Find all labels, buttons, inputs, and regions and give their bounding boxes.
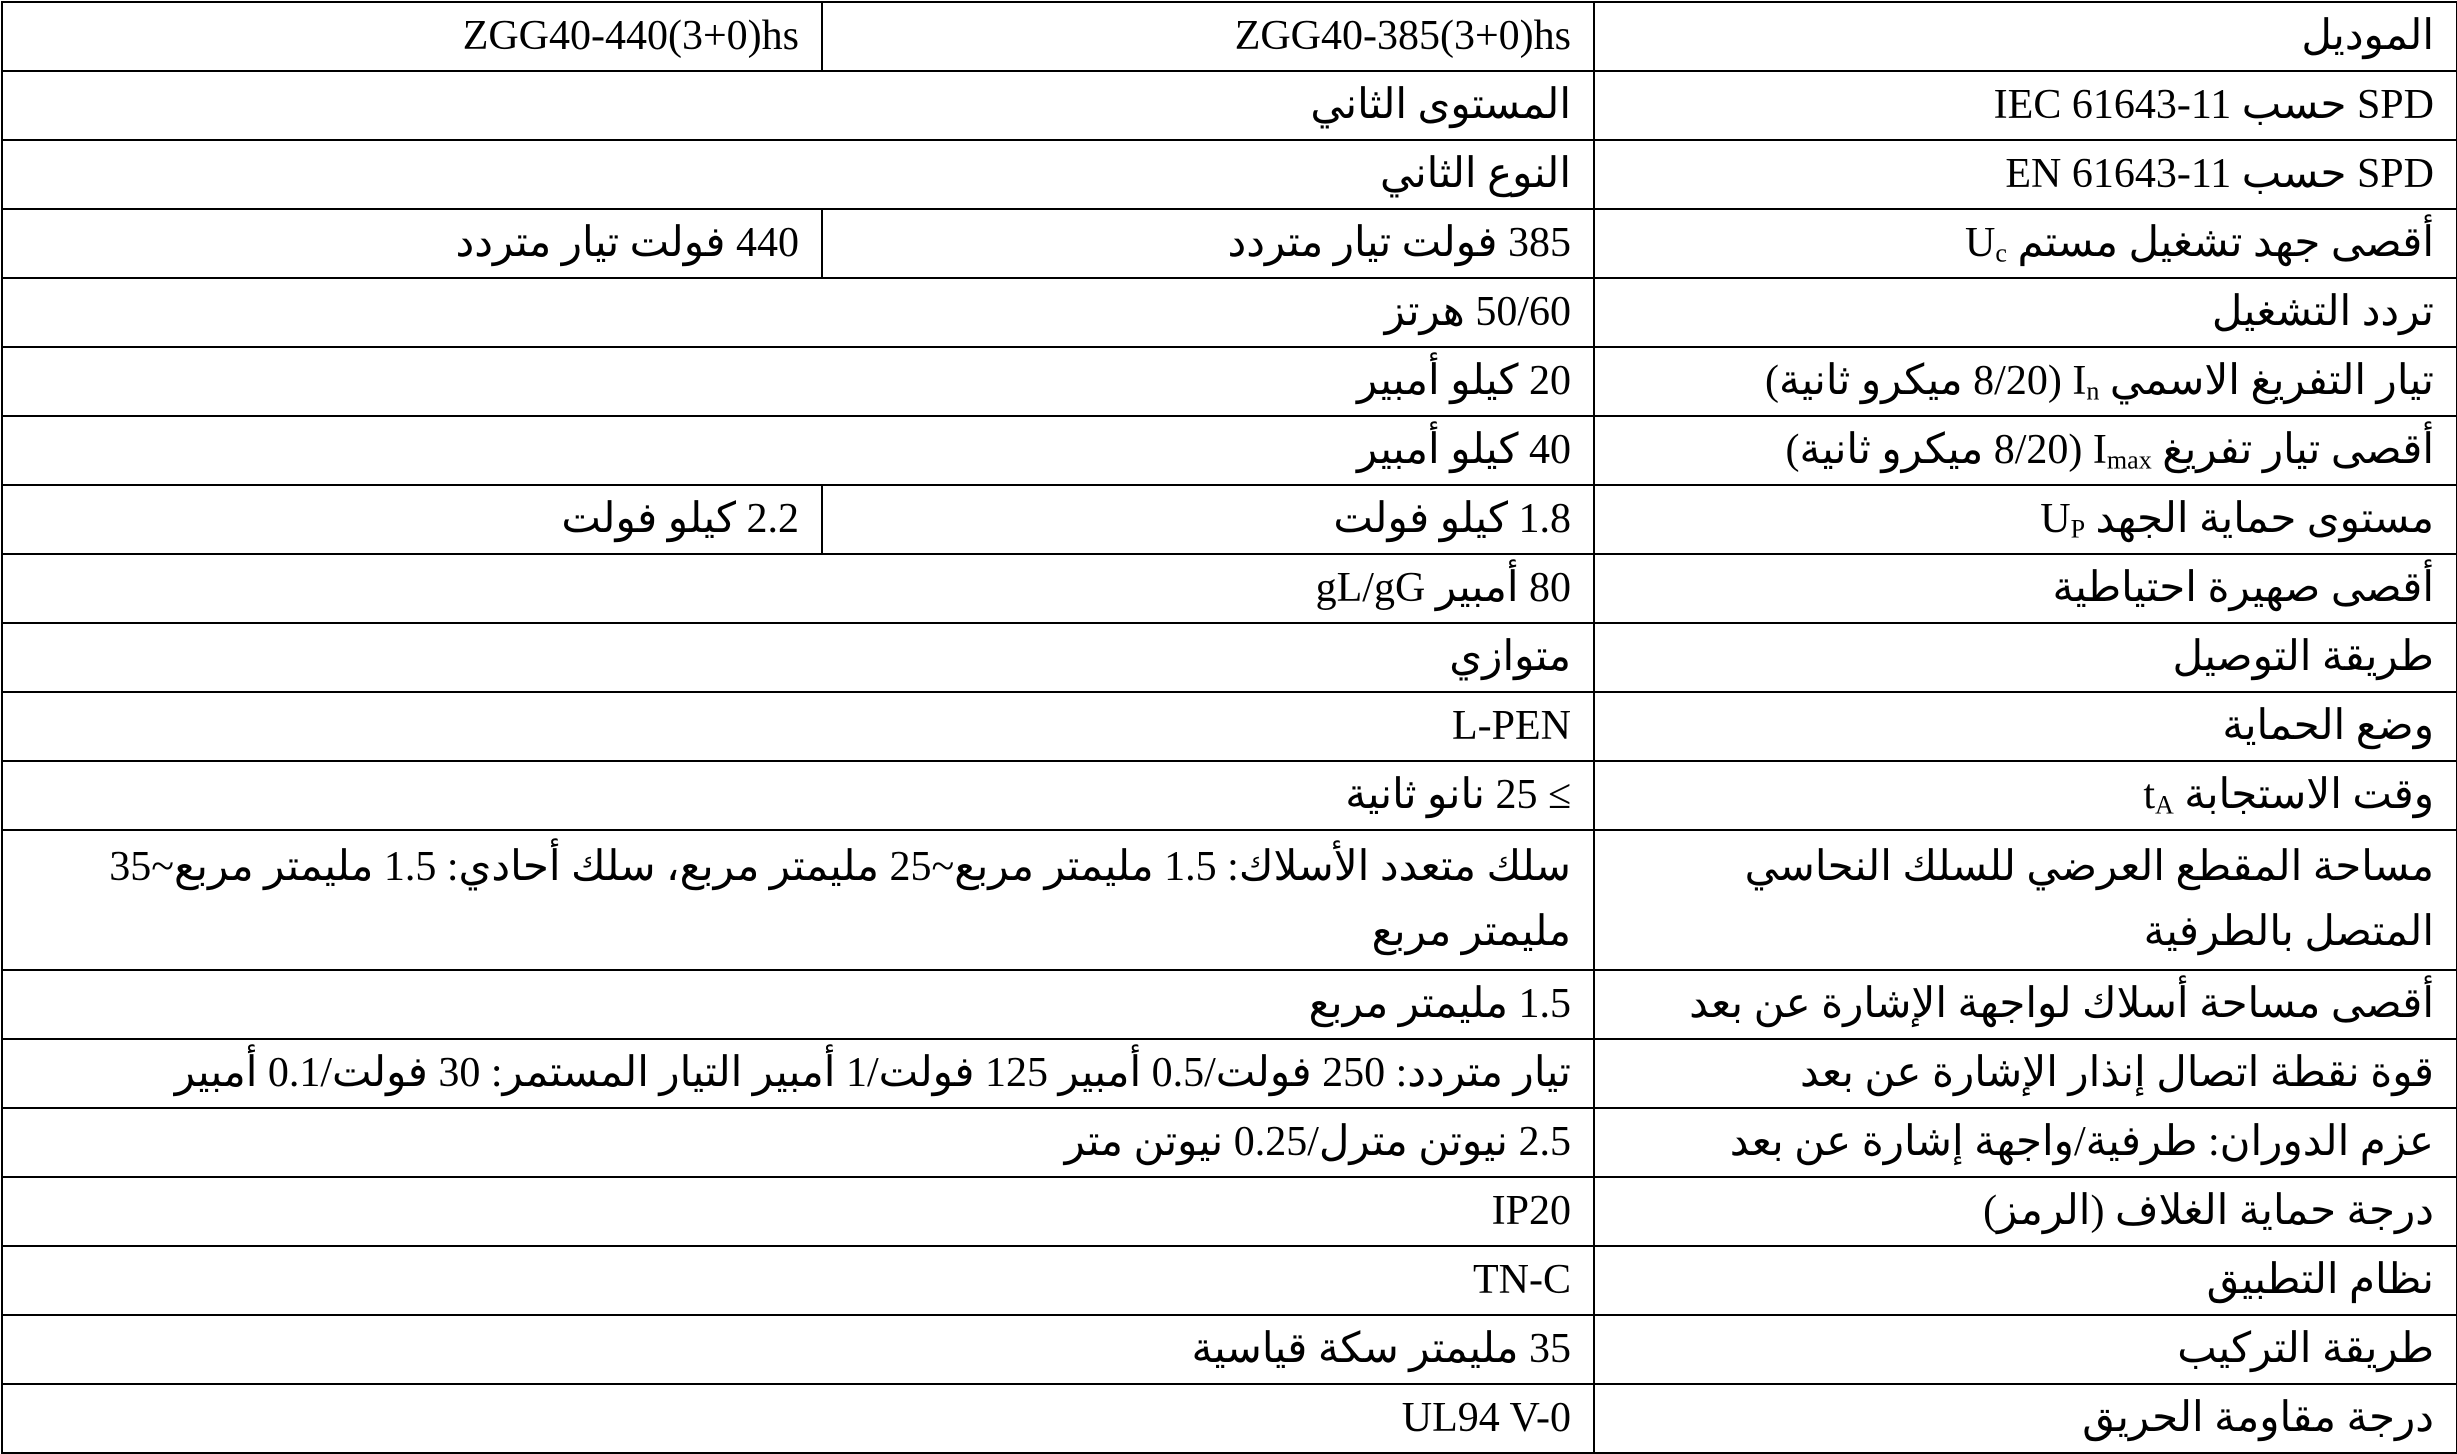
table-row <box>2 623 2457 692</box>
row-label <box>1594 761 2457 830</box>
symbol-subscript: P <box>2070 514 2086 544</box>
table-row <box>2 554 2457 623</box>
symbol-base: t <box>2143 772 2155 819</box>
value-cell-385: ZGG40-385(3+0)hs <box>822 2 1594 71</box>
value-cell: تيار متردد: 250 فولت/0.5 أمبير 125 فولت/1 أمبير التيار المستمر: 30 فولت/0.1 أمبير <box>2 1039 1594 1108</box>
symbol-subscript: n <box>2086 376 2100 406</box>
row-label: طريقة التركيب <box>1594 1315 2457 1384</box>
label-symbol <box>2072 358 2099 404</box>
row-label: طريقة التوصيل <box>1594 623 2457 692</box>
label-text: تيار التفريغ الاسمي <box>2099 358 2434 405</box>
value-cell: UL94 V-0 <box>2 1384 1594 1453</box>
row-label: عزم الدوران: طرفية/واجهة إشارة عن بعد <box>1594 1108 2457 1177</box>
label-text: مستوى حماية الجهد <box>2085 496 2434 543</box>
row-label: درجة مقاومة الحريق <box>1594 1384 2457 1453</box>
value-cell-385: 385 فولت تيار متردد <box>822 209 1594 278</box>
symbol-base: I <box>2072 358 2087 405</box>
value-cell: المستوى الثاني <box>2 71 1594 140</box>
label-tail: (8/20 ميكرو ثانية) <box>1764 358 2073 405</box>
symbol-subscript: A <box>2154 790 2174 820</box>
table-row <box>2 830 2457 970</box>
table-row <box>2 2 2457 71</box>
value-cell: 2.5 نيوتن مترل/0.25 نيوتن متر <box>2 1108 1594 1177</box>
table-row <box>2 1315 2457 1384</box>
row-label: أقصى مساحة أسلاك لواجهة الإشارة عن بعد <box>1594 970 2457 1039</box>
value-cell: النوع الثاني <box>2 140 1594 209</box>
value-cell-440: 2.2 كيلو فولت <box>2 485 822 554</box>
table-row <box>2 278 2457 347</box>
table-row <box>2 1177 2457 1246</box>
label-text: أقصى تيار تفريغ <box>2151 427 2434 474</box>
row-label: الموديل <box>1594 2 2457 71</box>
symbol-base: I <box>2092 427 2107 474</box>
value-cell-440: 440 فولت تيار متردد <box>2 209 822 278</box>
row-label: قوة نقطة اتصال إنذار الإشارة عن بعد <box>1594 1039 2457 1108</box>
value-cell: متوازي <box>2 623 1594 692</box>
table-row <box>2 970 2457 1039</box>
value-cell: L-PEN <box>2 692 1594 761</box>
row-label: SPD حسب IEC 61643-11 <box>1594 71 2457 140</box>
table-row <box>2 761 2457 830</box>
symbol-base: U <box>2040 496 2071 543</box>
table-row <box>2 692 2457 761</box>
row-label: درجة حماية الغلاف (الرمز) <box>1594 1177 2457 1246</box>
value-cell-440: ZGG40-440(3+0)hs <box>2 2 822 71</box>
value-cell: 50/60 هرتز <box>2 278 1594 347</box>
value-cell-385: 1.8 كيلو فولت <box>822 485 1594 554</box>
table-row <box>2 416 2457 485</box>
table-row <box>2 209 2457 278</box>
label-symbol <box>1965 220 2007 266</box>
table-row <box>2 1108 2457 1177</box>
table-row <box>2 140 2457 209</box>
label-text: أقصى جهد تشغيل مستم <box>2006 220 2434 267</box>
row-label: SPD حسب EN 61643-11 <box>1594 140 2457 209</box>
value-cell: 1.5 مليمتر مربع <box>2 970 1594 1039</box>
specifications-table <box>1 1 2457 1454</box>
label-text: وقت الاستجابة <box>2173 772 2434 819</box>
value-cell: 35 مليمتر سكة قياسية <box>2 1315 1594 1384</box>
symbol-base: U <box>1965 220 1996 267</box>
value-cell: TN-C <box>2 1246 1594 1315</box>
row-label: نظام التطبيق <box>1594 1246 2457 1315</box>
row-label <box>1594 485 2457 554</box>
row-label: وضع الحماية <box>1594 692 2457 761</box>
table-row <box>2 1039 2457 1108</box>
table-row <box>2 1384 2457 1453</box>
row-label: تردد التشغيل <box>1594 278 2457 347</box>
label-symbol <box>2143 772 2173 818</box>
value-cell: IP20 <box>2 1177 1594 1246</box>
specifications-body <box>2 2 2457 1453</box>
value-cell: ≥ 25 نانو ثانية <box>2 761 1594 830</box>
symbol-subscript: max <box>2106 445 2152 475</box>
row-label: مساحة المقطع العرضي للسلك النحاسي المتصل بالطرفية <box>1594 830 2457 970</box>
row-label <box>1594 416 2457 485</box>
row-label: أقصى صهيرة احتياطية <box>1594 554 2457 623</box>
value-cell: 80 أمبير gL/gG <box>2 554 1594 623</box>
label-symbol <box>2093 427 2152 473</box>
label-symbol <box>2040 496 2085 542</box>
table-row <box>2 1246 2457 1315</box>
table-row <box>2 71 2457 140</box>
table-row <box>2 347 2457 416</box>
label-tail: (8/20 ميكرو ثانية) <box>1785 427 2093 474</box>
value-cell: سلك متعدد الأسلاك: 1.5 مليمتر مربع~25 مليمتر مربع، سلك أحادي: 1.5 مليمتر مربع~35 مليمتر مربع <box>2 830 1594 970</box>
value-cell: 40 كيلو أمبير <box>2 416 1594 485</box>
row-label <box>1594 209 2457 278</box>
table-row <box>2 485 2457 554</box>
value-cell: 20 كيلو أمبير <box>2 347 1594 416</box>
row-label <box>1594 347 2457 416</box>
symbol-subscript: c <box>1995 238 2007 268</box>
